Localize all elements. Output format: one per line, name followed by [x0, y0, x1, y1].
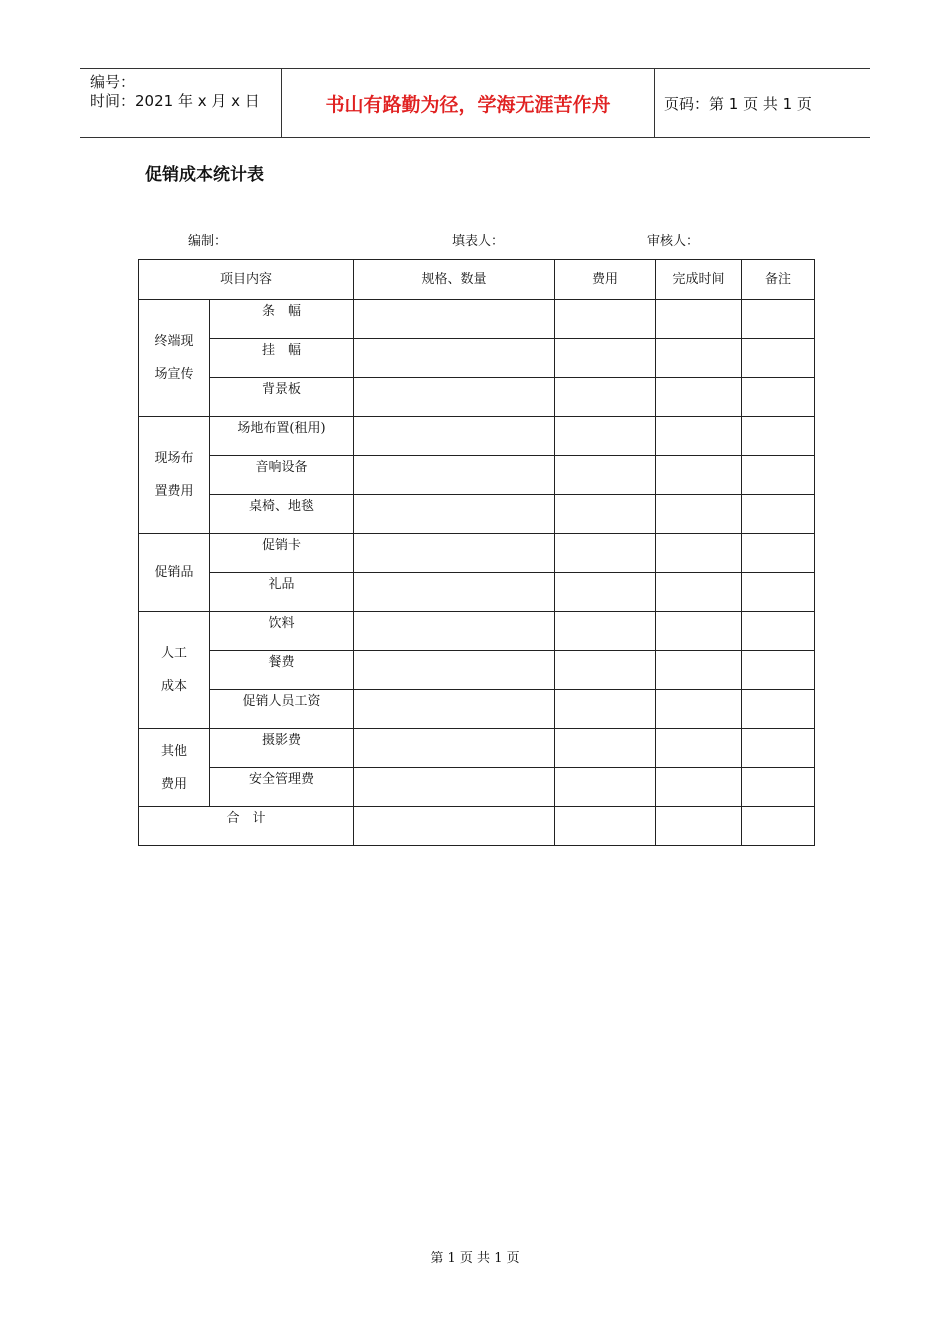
header-cell-note: 备注 [742, 260, 815, 300]
cost-cell[interactable] [555, 456, 656, 495]
total-spec-cell[interactable] [354, 807, 555, 846]
header-cell-cost: 费用 [555, 260, 656, 300]
note-cell[interactable] [742, 690, 815, 729]
compiler-label: 编制： [188, 234, 228, 249]
group-name-cell [139, 300, 210, 417]
time-cell[interactable] [656, 729, 742, 768]
item-name-cell: 音响设备 [210, 456, 354, 495]
spec-cell[interactable] [354, 495, 555, 534]
item-name-cell: 饮料 [210, 612, 354, 651]
note-cell[interactable] [742, 651, 815, 690]
total-row [139, 807, 815, 846]
item-name-cell: 场地布置(租用) [210, 417, 354, 456]
group-name-cell [139, 417, 210, 534]
reviewer-label: 审核人： [647, 234, 700, 249]
note-cell[interactable] [742, 768, 815, 807]
table-row [139, 378, 815, 417]
header-meta-cell [80, 69, 282, 137]
total-time-cell[interactable] [656, 807, 742, 846]
header-motto: 书山有路勤为径，学海无涯苦作舟 [282, 69, 655, 137]
document-title: 促销成本统计表 [145, 165, 264, 185]
time-cell[interactable] [656, 534, 742, 573]
table-row [139, 768, 815, 807]
note-cell[interactable] [742, 417, 815, 456]
spec-cell[interactable] [354, 729, 555, 768]
spec-cell[interactable] [354, 612, 555, 651]
spec-cell[interactable] [354, 417, 555, 456]
note-cell[interactable] [742, 534, 815, 573]
time-cell[interactable] [656, 300, 742, 339]
header-cell-spec: 规格、数量 [354, 260, 555, 300]
cost-cell[interactable] [555, 300, 656, 339]
cost-cell[interactable] [555, 378, 656, 417]
time-cell[interactable] [656, 417, 742, 456]
group-name-cell [139, 729, 210, 807]
spec-cell[interactable] [354, 456, 555, 495]
note-cell[interactable] [742, 378, 815, 417]
note-cell[interactable] [742, 729, 815, 768]
note-cell[interactable] [742, 300, 815, 339]
number-label: 编号： [90, 73, 136, 91]
item-name-cell: 礼品 [210, 573, 354, 612]
spec-cell[interactable] [354, 651, 555, 690]
table-row [139, 495, 815, 534]
header-cell-item: 项目内容 [139, 260, 354, 300]
item-name-cell: 餐费 [210, 651, 354, 690]
cost-cell[interactable] [555, 768, 656, 807]
header-page-info: 页码：第 1 页 共 1 页 [664, 94, 812, 113]
spec-cell[interactable] [354, 768, 555, 807]
note-cell[interactable] [742, 339, 815, 378]
table-header-row [139, 260, 815, 300]
cost-cell[interactable] [555, 612, 656, 651]
spec-cell[interactable] [354, 300, 555, 339]
item-name-cell: 安全管理费 [210, 768, 354, 807]
header-cell-time: 完成时间 [656, 260, 742, 300]
page-footer: 第 1 页 共 1 页 [430, 1251, 520, 1266]
spec-cell[interactable] [354, 534, 555, 573]
time-cell[interactable] [656, 573, 742, 612]
group-name-line: 置费用 [154, 484, 194, 499]
group-name-line: 终端现 [154, 334, 194, 349]
group-name-line: 人工 [160, 646, 187, 661]
time-cell[interactable] [656, 612, 742, 651]
cost-cell[interactable] [555, 495, 656, 534]
time-cell[interactable] [656, 339, 742, 378]
note-cell[interactable] [742, 495, 815, 534]
table-row [139, 573, 815, 612]
group-name-line: 成本 [160, 679, 187, 694]
cost-table [138, 259, 815, 846]
item-name-cell: 促销人员工资 [210, 690, 354, 729]
table-row [139, 729, 815, 768]
item-name-cell: 背景板 [210, 378, 354, 417]
total-cost-cell[interactable] [555, 807, 656, 846]
time-cell[interactable] [656, 690, 742, 729]
cost-cell[interactable] [555, 651, 656, 690]
table-row [139, 456, 815, 495]
item-name-cell: 条 幅 [210, 300, 354, 339]
note-cell[interactable] [742, 573, 815, 612]
time-cell[interactable] [656, 456, 742, 495]
spec-cell[interactable] [354, 690, 555, 729]
time-cell[interactable] [656, 495, 742, 534]
group-name-line: 促销品 [154, 565, 194, 580]
group-name-line: 现场布 [154, 451, 194, 466]
cost-cell[interactable] [555, 573, 656, 612]
spec-cell[interactable] [354, 573, 555, 612]
table-row [139, 417, 815, 456]
table-row [139, 534, 815, 573]
group-name-line: 场宣传 [154, 367, 194, 382]
table-row [139, 690, 815, 729]
table-row [139, 300, 815, 339]
table-row [139, 651, 815, 690]
filler-label: 填表人： [452, 234, 505, 249]
item-name-cell: 促销卡 [210, 534, 354, 573]
spec-cell[interactable] [354, 339, 555, 378]
spec-cell[interactable] [354, 378, 555, 417]
cost-cell[interactable] [555, 690, 656, 729]
group-name-line: 其他 [160, 743, 187, 759]
group-name-cell [139, 534, 210, 612]
cost-cell[interactable] [555, 417, 656, 456]
time-cell[interactable] [656, 378, 742, 417]
group-name-line: 费用 [160, 776, 187, 792]
time-cell[interactable] [656, 768, 742, 807]
note-cell[interactable] [742, 456, 815, 495]
cost-cell[interactable] [555, 339, 656, 378]
total-label-cell: 合 计 [139, 807, 354, 846]
total-note-cell[interactable] [742, 807, 815, 846]
time-cell[interactable] [656, 651, 742, 690]
item-name-cell: 挂 幅 [210, 339, 354, 378]
item-name-cell: 摄影费 [210, 729, 354, 768]
cost-cell[interactable] [555, 729, 656, 768]
note-cell[interactable] [742, 612, 815, 651]
group-name-cell [139, 612, 210, 729]
cost-cell[interactable] [555, 534, 656, 573]
table-row [139, 339, 815, 378]
document-header [80, 68, 870, 138]
date-label: 时间：2021 年 x 月 x 日 [90, 92, 260, 110]
item-name-cell: 桌椅、地毯 [210, 495, 354, 534]
table-row [139, 612, 815, 651]
